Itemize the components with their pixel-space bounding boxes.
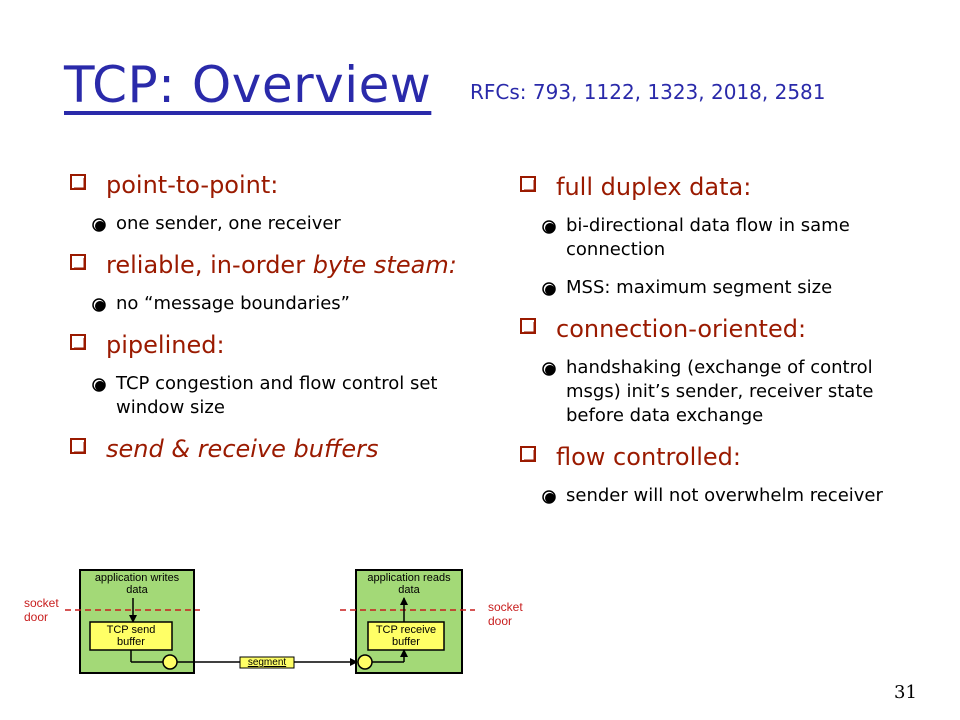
sub-bullet (520, 484, 910, 508)
sub-bullet (520, 276, 910, 300)
disk-bullet-icon (542, 220, 556, 234)
receiver-app-label: application reads data (367, 572, 451, 596)
sub-bullet-text: TCP congestion and flow control set window size (116, 373, 438, 418)
bullet-label: point-to-point: (106, 171, 279, 199)
left-bullet-list (70, 170, 470, 476)
disk-bullet-icon (92, 218, 106, 232)
disk-bullet-icon (92, 298, 106, 312)
square-bullet-icon (70, 334, 86, 350)
disk-bullet-icon (542, 282, 556, 296)
bullet-label-italic: byte steam: (312, 251, 457, 279)
sub-bullet (70, 372, 470, 420)
sub-bullet-text: one sender, one receiver (116, 213, 341, 234)
sub-bullet-text: no “message boundaries” (116, 293, 350, 314)
left-socket-label: socket door (24, 596, 59, 624)
bullet-label: reliable, in-order (106, 251, 313, 279)
sub-bullet (70, 292, 470, 316)
rfcs-label: RFCs: 793, 1122, 1323, 2018, 2581 (470, 80, 826, 104)
receiver-socket-circle (358, 655, 372, 669)
square-bullet-icon (520, 318, 536, 334)
bullet-flow-controlled (520, 442, 910, 472)
tcp-buffer-diagram (0, 560, 560, 680)
sub-bullet (520, 356, 910, 428)
square-bullet-icon (520, 446, 536, 462)
square-bullet-icon (70, 254, 86, 270)
bullet-reliable (70, 250, 470, 280)
segment-label: segment (247, 657, 287, 668)
sub-bullet-text: MSS: maximum segment size (566, 277, 833, 298)
bullet-pipelined (70, 330, 470, 360)
sub-bullet (70, 212, 470, 236)
sender-app-label: application writes data (94, 572, 180, 596)
disk-bullet-icon (92, 378, 106, 392)
bullet-full-duplex (520, 172, 910, 202)
sub-bullet (520, 214, 910, 262)
bullet-label: full duplex data: (556, 173, 752, 201)
square-bullet-icon (70, 174, 86, 190)
sub-bullet-text: bi-directional data flow in same connection (566, 215, 850, 260)
bullet-buffers (70, 434, 470, 464)
square-bullet-icon (70, 438, 86, 454)
bullet-point-to-point (70, 170, 470, 200)
slide-title: TCP: Overview (64, 56, 432, 114)
square-bullet-icon (520, 176, 536, 192)
receive-buffer-label: TCP receive buffer (375, 624, 437, 648)
bullet-label: send & receive buffers (106, 435, 379, 463)
right-socket-label: socket door (488, 600, 523, 628)
sub-bullet-text: sender will not overwhelm receiver (566, 485, 883, 506)
page-number: 31 (894, 682, 917, 703)
bullet-label: pipelined: (106, 331, 225, 359)
right-bullet-list (520, 172, 910, 522)
sender-socket-circle (163, 655, 177, 669)
disk-bullet-icon (542, 490, 556, 504)
send-buffer-label: TCP send buffer (106, 624, 156, 648)
sub-bullet-text: handshaking (exchange of control msgs) init’s sender, receiver state before data exchange (566, 357, 874, 426)
bullet-label: connection-oriented: (556, 315, 807, 343)
bullet-connection-oriented (520, 314, 910, 344)
disk-bullet-icon (542, 362, 556, 376)
bullet-label: flow controlled: (556, 443, 742, 471)
